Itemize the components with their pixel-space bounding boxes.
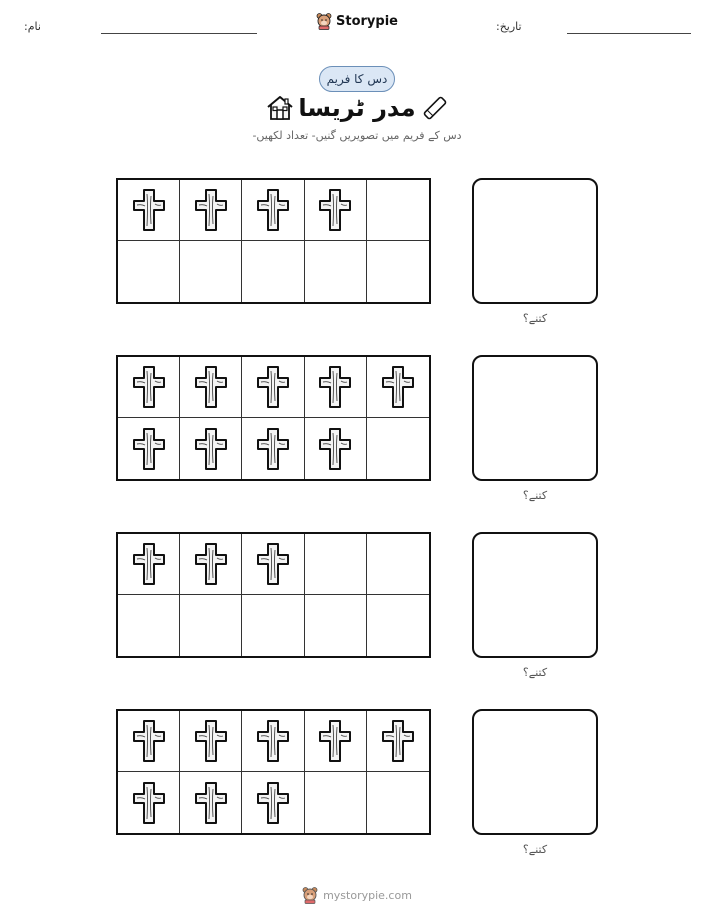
brand-logo [0, 12, 714, 30]
cross-icon [132, 365, 166, 409]
cross-icon [256, 542, 290, 586]
cross-icon [318, 365, 352, 409]
frame-cell [180, 180, 242, 241]
cross-icon [132, 188, 166, 232]
cross-icon [194, 365, 228, 409]
cross-icon [256, 188, 290, 232]
frame-cell [180, 241, 242, 302]
date-label: تاریخ: [496, 20, 522, 33]
ten-frame-2 [116, 355, 431, 481]
frame-cell [367, 595, 429, 656]
cross-icon [132, 719, 166, 763]
answer-box-2[interactable] [472, 355, 598, 481]
frame-cell [118, 357, 180, 418]
frame-cell [305, 772, 367, 833]
cross-icon [132, 427, 166, 471]
cross-icon [256, 365, 290, 409]
footer [0, 886, 714, 904]
bear-icon [302, 886, 318, 904]
frame-cell [118, 711, 180, 772]
frame-cell [305, 180, 367, 241]
answer-box-3[interactable] [472, 532, 598, 658]
frame-cell [242, 241, 304, 302]
frame-cell [242, 357, 304, 418]
name-line[interactable] [101, 33, 257, 34]
frame-cell [242, 711, 304, 772]
frame-cell [180, 711, 242, 772]
frame-cell [242, 595, 304, 656]
frame-cell [305, 711, 367, 772]
frame-cell [305, 595, 367, 656]
cross-icon [381, 719, 415, 763]
frame-cell [367, 772, 429, 833]
cross-icon [194, 542, 228, 586]
frame-cell [118, 241, 180, 302]
date-line[interactable] [567, 33, 691, 34]
frame-cell [242, 772, 304, 833]
frame-cell [367, 241, 429, 302]
frame-cell [180, 357, 242, 418]
frame-cell [118, 534, 180, 595]
how-many-label-2: کتنے؟ [522, 489, 548, 502]
frame-cell [367, 357, 429, 418]
ten-frame-4 [116, 709, 431, 835]
ten-frame-3 [116, 532, 431, 658]
cross-icon [132, 781, 166, 825]
frame-cell [180, 418, 242, 479]
frame-cell [367, 711, 429, 772]
how-many-label-1: کتنے؟ [522, 312, 548, 325]
ten-frame-1 [116, 178, 431, 304]
frame-cell [305, 241, 367, 302]
frame-cell [242, 418, 304, 479]
instructions: دس کے فریم میں تصویریں گنیں- تعداد لکھیں- [252, 129, 462, 142]
cross-icon [318, 188, 352, 232]
cross-icon [132, 542, 166, 586]
answer-box-1[interactable] [472, 178, 598, 304]
frame-cell [118, 180, 180, 241]
frame-cell [305, 418, 367, 479]
page-title: مدر ٹریسا [298, 94, 416, 122]
frame-cell [180, 772, 242, 833]
cross-icon [256, 781, 290, 825]
cross-icon [381, 365, 415, 409]
how-many-label-4: کتنے؟ [522, 843, 548, 856]
frame-cell [367, 418, 429, 479]
frame-cell [118, 418, 180, 479]
cross-icon [194, 188, 228, 232]
frame-cell [367, 180, 429, 241]
cross-icon [318, 427, 352, 471]
frame-cell [180, 534, 242, 595]
frame-cell [367, 534, 429, 595]
cross-icon [256, 427, 290, 471]
cross-icon [256, 719, 290, 763]
frame-cell [118, 595, 180, 656]
cross-icon [194, 719, 228, 763]
frame-cell [305, 357, 367, 418]
frame-cell [242, 180, 304, 241]
bear-icon [316, 12, 332, 30]
frame-cell [118, 772, 180, 833]
cross-icon [194, 781, 228, 825]
how-many-label-3: کتنے؟ [522, 666, 548, 679]
name-label: نام: [24, 20, 41, 33]
answer-box-4[interactable] [472, 709, 598, 835]
cross-icon [318, 719, 352, 763]
brand-name: Storypie [336, 13, 398, 29]
worksheet-type-badge: دس کا فریم [319, 66, 395, 92]
frame-cell [180, 595, 242, 656]
footer-url: mystorypie.com [323, 888, 412, 902]
frame-cell [305, 534, 367, 595]
cross-icon [194, 427, 228, 471]
frame-cell [242, 534, 304, 595]
